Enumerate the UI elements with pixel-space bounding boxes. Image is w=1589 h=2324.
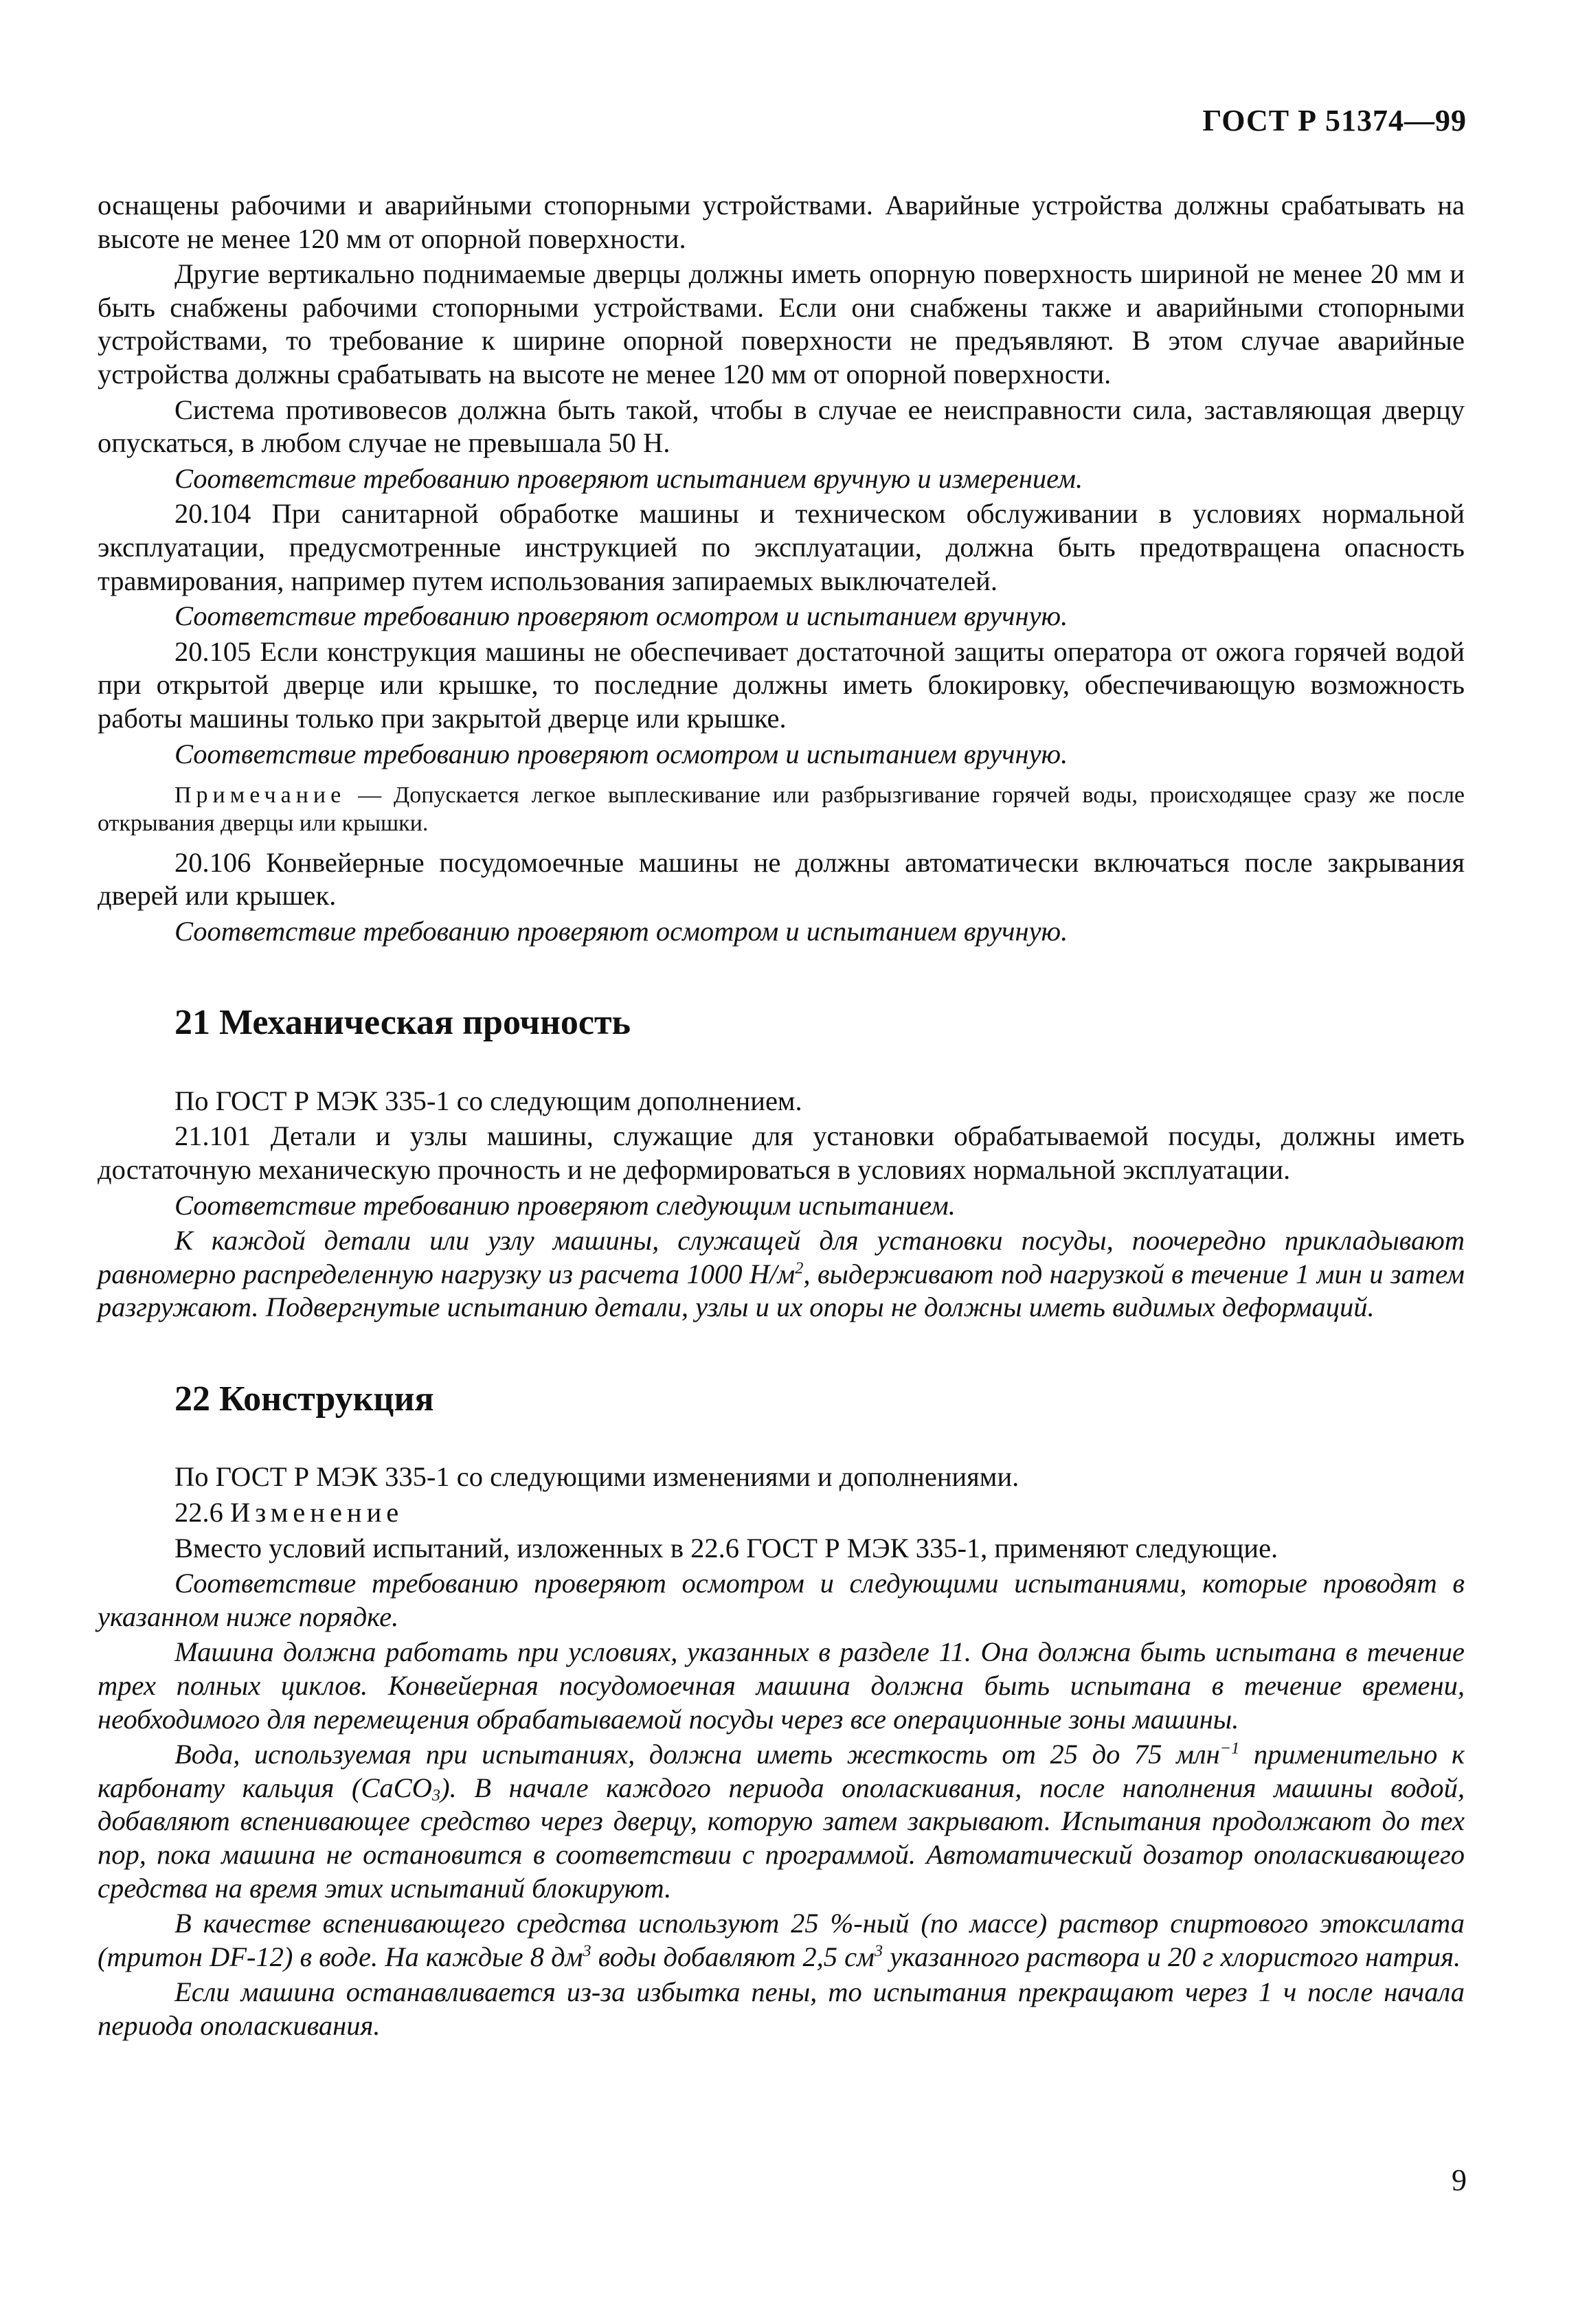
test-description: Если машина останавливается из-за избытка пены, то испытания прекращают через 1 ч после начала периода ополаскивания. (98, 1976, 1465, 2041)
compliance-check: Соответствие требованию проверяют осмотром и испытанием вручную. (174, 738, 1068, 769)
clause-20-106: 20.106 Конвейерные посудомоечные машины не должны автоматически включаться после закрывания дверей или крышек. (98, 846, 1465, 912)
test-description: К каждой детали или узлу машины, служащей для установки посуды, поочередно прикладывают равномерно распределенную нагрузку из расчета 1000 $Н/м^2$, выдерживают под нагрузкой в течение 1 мин и затем разгружают. Подвергнутые испытанию детали, узлы и их опоры не должны иметь видимых деформаций. (98, 1225, 1465, 1323)
test-description: Машина должна работать при условиях, указанных в разделе 11. Она должна быть испытана в течение трех полных циклов. Конвейерная посудомоечная машина должна быть испытана в течение времени, необходимого для перемещения обрабатываемой посуды через все операционные зоны машины. (98, 1636, 1465, 1735)
compliance-check: Соответствие требованию проверяют осмотром и испытанием вручную. (174, 600, 1068, 632)
section-22-title: 22 Конструкция (174, 1379, 434, 1419)
clause-20-104: 20.104 При санитарной обработке машины и техническом обслуживании в условиях нормальной эксплуатации, предусмотренные инструкцией по эксплуатации, должна быть предотвращена опасность травмирования, например путем использования запираемых выключателей. (98, 498, 1465, 596)
clause-22-6: 22.6 Изменение (174, 1497, 404, 1528)
compliance-check: Соответствие требованию проверяют осмотром и следующими испытаниями, которые проводят в указанном ниже порядке. (98, 1568, 1465, 1632)
paragraph: По ГОСТ Р МЭК 335-1 со следующими изменениями и дополнениями. (174, 1461, 1019, 1493)
note-text: — Допускается легкое выплескивание или разбрызгивание горячей воды, происходящее сразу же после открывания дверцы или крышки. (98, 782, 1465, 836)
clause-20-105: 20.105 Если конструкция машины не обеспечивает достаточной защиты оператора от ожога горячей водой при открытой дверце или крышке, то последние должны иметь блокировку, обеспечивающую возможность работы машины только при закрытой дверце или крышке. (98, 635, 1465, 734)
section-21-title: 21 Механическая прочность (174, 1003, 631, 1043)
test-description: Вода, используемая при испытаниях, должна иметь жесткость от 25 до 75 млн$^{-1}$ применительно к карбонату кальция (CaCO$_3$). В начале каждого периода ополаскивания, после наполнения машины водой, добавляют вспенивающее средство через дверцу, которую затем закрывают. Испытания продолжают до тех пор, пока машина не остановится в соответствии с программой. Автоматический дозатор ополаскивающего средства на время этих испытаний блокируют. (98, 1739, 1465, 1904)
document-body (98, 189, 1465, 2045)
paragraph: оснащены рабочими и аварийными стопорными устройствами. Аварийные устройства должны срабатывать на высоте не менее 120 мм от опорной поверхности. (98, 190, 1465, 254)
clause-21-101: 21.101 Детали и узлы машины, служащие для установки обрабатываемой посуды, должны иметь достаточную механическую прочность и не деформироваться в условиях нормальной эксплуатации. (98, 1120, 1465, 1186)
test-description: В качестве вспенивающего средства используют 25 %-ный (по массе) раствор спиртового этоксилата (тритон DF-12) в воде. На каждые 8 $дм^3$ воды добавляют 2,5 $см^3$ указанного раствора и 20 г хлористого натрия. (98, 1908, 1465, 1972)
compliance-check: Соответствие требованию проверяют следующим испытанием. (174, 1189, 956, 1221)
paragraph: Вместо условий испытаний, изложенных в 22.6 ГОСТ Р МЭК 335-1, применяют следующие. (174, 1532, 1278, 1564)
paragraph: Другие вертикально поднимаемые дверцы должны иметь опорную поверхность шириной не менее 20 мм и быть снабжены рабочими стопорными устройствами. Если они снабжены также и аварийными стопорными устройствами, то требование к ширине опорной поверхности не предъявляют. В этом случае аварийные устройства должны срабатывать на высоте не менее 120 мм от опорной поверхности. (98, 258, 1465, 390)
note (98, 782, 1465, 838)
page-number: 9 (1452, 2163, 1467, 2197)
standard-header: ГОСТ Р 51374—99 (1202, 104, 1467, 137)
paragraph: Система противовесов должна быть такой, чтобы в случае ее неисправности сила, заставляющая дверцу опускаться, в любом случае не превышала 50 Н. (98, 394, 1465, 459)
note-label: Примечание (174, 782, 346, 809)
compliance-check: Соответствие требованию проверяют испытанием вручную и измерением. (174, 462, 1083, 494)
paragraph: По ГОСТ Р МЭК 335-1 со следующим дополнением. (174, 1085, 802, 1116)
compliance-check: Соответствие требованию проверяют осмотром и испытанием вручную. (174, 915, 1068, 947)
